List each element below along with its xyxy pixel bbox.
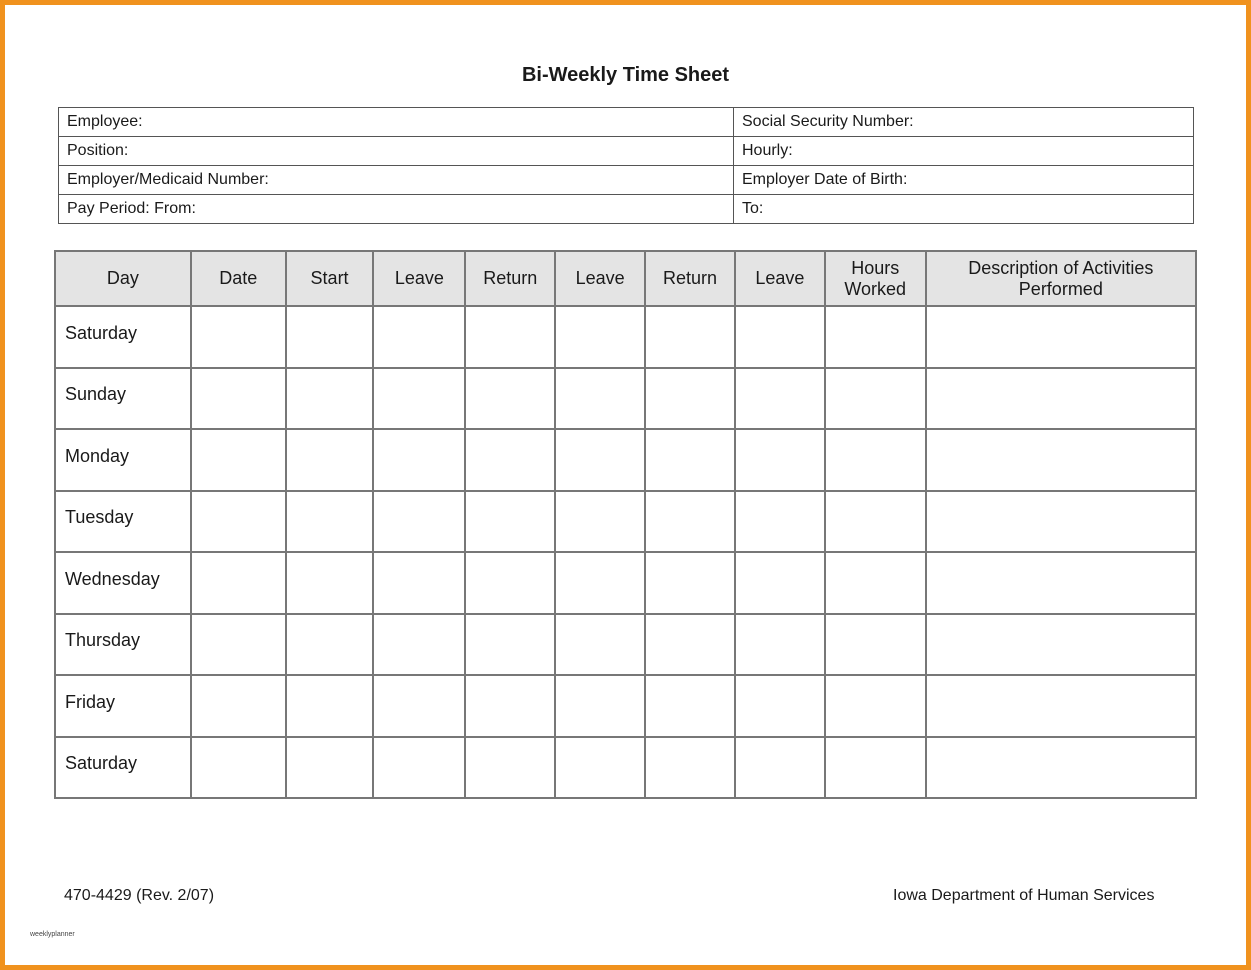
- leave-cell[interactable]: [555, 552, 645, 614]
- start-cell[interactable]: [286, 614, 374, 676]
- table-row: [55, 737, 1196, 799]
- date-cell[interactable]: [191, 491, 286, 553]
- date-cell[interactable]: [191, 614, 286, 676]
- return-cell[interactable]: [645, 306, 735, 368]
- return-cell[interactable]: [465, 614, 555, 676]
- day-cell: Wednesday: [55, 552, 191, 614]
- leave-cell[interactable]: [735, 306, 825, 368]
- leave-cell[interactable]: [555, 306, 645, 368]
- hours-worked-cell[interactable]: [825, 552, 926, 614]
- header-return: Return: [645, 251, 735, 306]
- header-leave: Leave: [373, 251, 465, 306]
- start-cell[interactable]: [286, 368, 374, 430]
- header-description: Description of Activities Performed: [926, 251, 1196, 306]
- day-cell: Sunday: [55, 368, 191, 430]
- leave-cell[interactable]: [555, 614, 645, 676]
- hours-worked-cell[interactable]: [825, 737, 926, 799]
- employer-medicaid-field[interactable]: Employer/Medicaid Number:: [59, 166, 734, 195]
- return-cell[interactable]: [465, 552, 555, 614]
- page-title: Bi-Weekly Time Sheet: [521, 64, 730, 86]
- timesheet-grid: [54, 250, 1197, 799]
- pay-period-to-field[interactable]: To:: [734, 195, 1194, 224]
- header-leave: Leave: [555, 251, 645, 306]
- table-row: [55, 552, 1196, 614]
- start-cell[interactable]: [286, 675, 374, 737]
- return-cell[interactable]: [465, 368, 555, 430]
- day-cell: Friday: [55, 675, 191, 737]
- date-cell[interactable]: [191, 306, 286, 368]
- start-cell[interactable]: [286, 429, 374, 491]
- leave-cell[interactable]: [555, 429, 645, 491]
- hours-worked-cell[interactable]: [825, 306, 926, 368]
- return-cell[interactable]: [465, 306, 555, 368]
- hours-worked-cell[interactable]: [825, 429, 926, 491]
- date-cell[interactable]: [191, 552, 286, 614]
- ssn-field[interactable]: Social Security Number:: [734, 108, 1194, 137]
- leave-cell[interactable]: [373, 368, 465, 430]
- info-row: [59, 108, 1194, 137]
- description-cell[interactable]: [926, 552, 1196, 614]
- hours-worked-cell[interactable]: [825, 368, 926, 430]
- start-cell[interactable]: [286, 491, 374, 553]
- hourly-field[interactable]: Hourly:: [734, 137, 1194, 166]
- hours-worked-cell[interactable]: [825, 614, 926, 676]
- table-row: [55, 675, 1196, 737]
- header-return: Return: [465, 251, 555, 306]
- leave-cell[interactable]: [735, 737, 825, 799]
- info-row: [59, 137, 1194, 166]
- return-cell[interactable]: [465, 675, 555, 737]
- description-cell[interactable]: [926, 429, 1196, 491]
- description-cell[interactable]: [926, 306, 1196, 368]
- leave-cell[interactable]: [555, 737, 645, 799]
- table-row: [55, 306, 1196, 368]
- return-cell[interactable]: [645, 429, 735, 491]
- leave-cell[interactable]: [735, 491, 825, 553]
- description-cell[interactable]: [926, 614, 1196, 676]
- return-cell[interactable]: [645, 614, 735, 676]
- leave-cell[interactable]: [555, 491, 645, 553]
- day-cell: Monday: [55, 429, 191, 491]
- header-day: Day: [55, 251, 191, 306]
- leave-cell[interactable]: [735, 368, 825, 430]
- table-row: [55, 429, 1196, 491]
- date-cell[interactable]: [191, 368, 286, 430]
- day-cell: Saturday: [55, 737, 191, 799]
- leave-cell[interactable]: [373, 491, 465, 553]
- description-cell[interactable]: [926, 675, 1196, 737]
- employer-dob-field[interactable]: Employer Date of Birth:: [734, 166, 1194, 195]
- leave-cell[interactable]: [735, 552, 825, 614]
- return-cell[interactable]: [465, 429, 555, 491]
- return-cell[interactable]: [645, 737, 735, 799]
- return-cell[interactable]: [645, 368, 735, 430]
- pay-period-from-field[interactable]: Pay Period: From:: [59, 195, 734, 224]
- date-cell[interactable]: [191, 737, 286, 799]
- table-row: [55, 491, 1196, 553]
- leave-cell[interactable]: [373, 737, 465, 799]
- description-cell[interactable]: [926, 368, 1196, 430]
- form-number: 470-4429 (Rev. 2/07): [64, 887, 215, 904]
- date-cell[interactable]: [191, 429, 286, 491]
- leave-cell[interactable]: [373, 306, 465, 368]
- leave-cell[interactable]: [555, 368, 645, 430]
- leave-cell[interactable]: [555, 675, 645, 737]
- header-start: Start: [286, 251, 374, 306]
- header-row: [55, 251, 1196, 306]
- return-cell[interactable]: [645, 552, 735, 614]
- header-date: Date: [191, 251, 286, 306]
- leave-cell[interactable]: [735, 675, 825, 737]
- return-cell[interactable]: [645, 675, 735, 737]
- date-cell[interactable]: [191, 675, 286, 737]
- position-field[interactable]: Position:: [59, 137, 734, 166]
- info-row: [59, 195, 1194, 224]
- day-cell: Saturday: [55, 306, 191, 368]
- return-cell[interactable]: [645, 491, 735, 553]
- start-cell[interactable]: [286, 552, 374, 614]
- leave-cell[interactable]: [373, 552, 465, 614]
- table-row: [55, 368, 1196, 430]
- header-hours-worked: Hours Worked: [825, 251, 926, 306]
- timesheet-body: [55, 306, 1196, 798]
- start-cell[interactable]: [286, 306, 374, 368]
- description-cell[interactable]: [926, 491, 1196, 553]
- leave-cell[interactable]: [735, 429, 825, 491]
- description-cell[interactable]: [926, 737, 1196, 799]
- day-cell: Tuesday: [55, 491, 191, 553]
- employee-field[interactable]: Employee:: [59, 108, 734, 137]
- leave-cell[interactable]: [373, 675, 465, 737]
- hours-worked-cell[interactable]: [825, 491, 926, 553]
- hours-worked-cell[interactable]: [825, 675, 926, 737]
- day-cell: Thursday: [55, 614, 191, 676]
- info-row: [59, 166, 1194, 195]
- return-cell[interactable]: [465, 491, 555, 553]
- employee-info-table: [58, 107, 1194, 224]
- department-name: Iowa Department of Human Services: [893, 887, 1155, 904]
- leave-cell[interactable]: [735, 614, 825, 676]
- header-leave: Leave: [735, 251, 825, 306]
- watermark-text: weeklyplanner: [30, 931, 75, 938]
- return-cell[interactable]: [465, 737, 555, 799]
- start-cell[interactable]: [286, 737, 374, 799]
- leave-cell[interactable]: [373, 429, 465, 491]
- table-row: [55, 614, 1196, 676]
- leave-cell[interactable]: [373, 614, 465, 676]
